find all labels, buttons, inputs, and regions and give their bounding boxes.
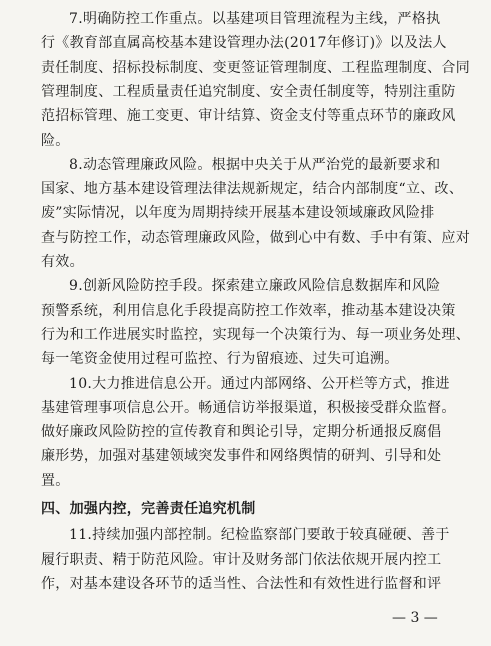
paragraph-8-line-4: 查与防控工作，动态管理廉政风险，做到心中有数、手中有策、应对 bbox=[41, 229, 470, 246]
paragraph-10-line-1: 10.大力推进信息公开。通过内部网络、公开栏等方式，推进 bbox=[69, 375, 450, 392]
paragraph-7-line-5: 范招标管理、施工变更、审计结算、资金支付等重点环节的廉政风 bbox=[41, 108, 456, 125]
paragraph-9-line-3: 行为和工作进展实时监控，实现每一个决策行为、每一项业务处理、 bbox=[41, 326, 470, 343]
paragraph-10-line-5: 置。 bbox=[41, 472, 70, 489]
paragraph-7-line-1: 7.明确防控工作重点。以基建项目管理流程为主线，严格执 bbox=[69, 11, 441, 27]
paragraph-9-line-1: 9.创新风险防控手段。探索建立廉政风险信息数据库和风险 bbox=[69, 278, 441, 295]
paragraph-7-line-4: 管理制度、工程质量责任追究制度、安全责任制度等，特别注重防 bbox=[41, 83, 456, 100]
section-heading-4: 四、加强内控，完善责任追究机制 bbox=[41, 501, 256, 517]
paragraph-11-line-1: 11.持续加强内部控制。纪检监察部门要敢于较真碰硬、善于 bbox=[69, 527, 450, 544]
paragraph-9-line-2: 预警系统，利用信息化手段提高防控工作效率，推动基本建设决策 bbox=[41, 302, 456, 319]
paragraph-11-line-3: 作，对基本建设各环节的适当性、合法性和有效性进行监督和评 bbox=[41, 575, 442, 592]
paragraph-8-line-3: 废”实际情况，以年度为周期持续开展基本建设领域廉政风险排 bbox=[41, 205, 435, 222]
paragraph-7-line-6: 险。 bbox=[41, 132, 70, 149]
paragraph-11-line-2: 履行职责、精于防范风险。审计及财务部门依法依规开展内控工 bbox=[41, 551, 442, 568]
page-number: — 3 — bbox=[392, 610, 438, 626]
paragraph-10-line-3: 做好廉政风险防控的宣传教育和舆论引导，定期分析通报反腐倡 bbox=[41, 424, 442, 441]
paragraph-7-line-3: 责任制度、招标投标制度、变更签证管理制度、工程监理制度、合同 bbox=[41, 59, 470, 76]
paragraph-8-line-5: 有效。 bbox=[41, 254, 84, 270]
paragraph-8-line-1: 8.动态管理廉政风险。根据中央关于从严治党的最新要求和 bbox=[69, 156, 441, 173]
paragraph-9-line-4: 每一笔资金使用过程可监控、行为留痕迹、过失可追溯。 bbox=[41, 351, 399, 368]
paragraph-10-line-4: 廉形势，加强对基建领域突发事件和网络舆情的研判、引导和处 bbox=[41, 448, 442, 465]
paragraph-10-line-2: 基建管理事项信息公开。畅通信访举报渠道，积极接受群众监督。 bbox=[41, 399, 456, 416]
paragraph-8-line-2: 国家、地方基本建设管理法律法规新规定，结合内部制度“立、改、 bbox=[41, 181, 464, 198]
paragraph-7-line-2: 行《教育部直属高校基本建设管理办法(2017年修订)》以及法人 bbox=[41, 35, 447, 52]
